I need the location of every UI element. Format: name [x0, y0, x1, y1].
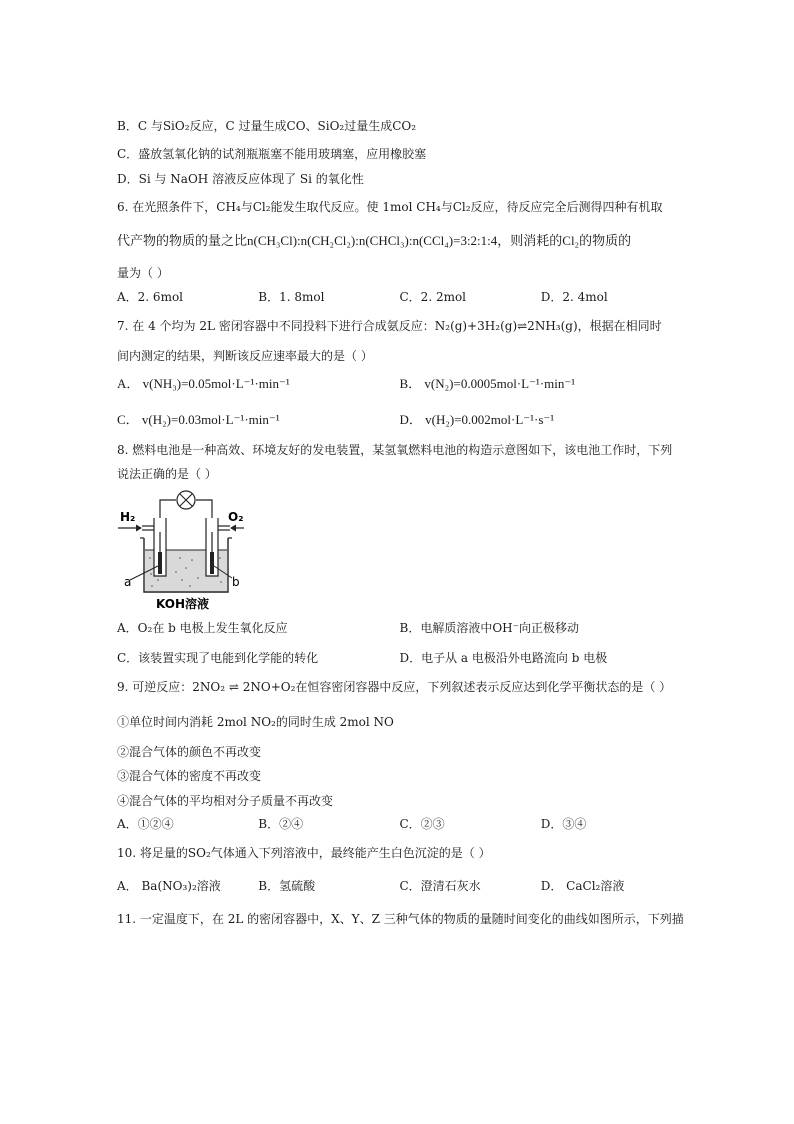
q6-option-a: A．2. 6mol: [117, 290, 184, 304]
lamp-icon: [177, 491, 195, 509]
q10-stem: 10. 将足量的SO₂气体通入下列溶液中，最终能产生白色沉淀的是（ ）: [117, 846, 491, 860]
q7-options-row1: [117, 376, 682, 392]
q10-option-a: A． Ba(NO₃)₂溶液: [117, 879, 221, 893]
q8-options-row2: [117, 650, 682, 666]
q7-option-b: B． v(N₂)=0.0005mol·L⁻¹·min⁻¹: [399, 376, 576, 391]
q5-option-d: D．Si 与 NaOH 溶液反应体现了 Si 的氧化性: [117, 172, 364, 186]
q9-option-a: A．①②④: [117, 817, 174, 831]
q9-stem: 9. 可逆反应：2NO₂ ⇌ 2NO+O₂在恒容密闭容器中反应，下列叙述表示反应达到化学平衡状态的是（ ）: [117, 680, 672, 694]
o2-label: O₂: [228, 510, 244, 524]
q6-stem-line2: 代产物的物质的量之比n(CH₃Cl):n(CH₂Cl₂):n(CHCl₃):n(CCl₄)=3:2:1:4，则消耗的Cl₂的物质的: [117, 233, 632, 248]
h2-label: H₂: [120, 510, 136, 524]
q10-option-d: D． CaCl₂溶液: [540, 879, 625, 893]
q9-statement-2: ②混合气体的颜色不再改变: [117, 745, 262, 759]
q8-options-row1: [117, 620, 682, 636]
electrode-a-label: a: [124, 575, 132, 589]
q10-option-b: B．氢硫酸: [258, 879, 316, 893]
q7-option-d: D． v(H₂)=0.002mol·L⁻¹·s⁻¹: [399, 412, 555, 427]
q9-options: [117, 816, 682, 832]
q8-stem-line1: 8. 燃料电池是一种高效、环境友好的发电装置，某氢氧燃料电池的构造示意图如下，该电池工作时，下列: [117, 443, 673, 457]
q10-option-c: C．澄清石灰水: [399, 879, 481, 893]
q6-stem-line1: 6. 在光照条件下，CH₄与Cl₂能发生取代反应。使 1mol CH₄与Cl₂反应，待反应完全后测得四种有机取: [117, 200, 663, 214]
electrode-a: [158, 552, 162, 574]
q9-statement-3: ③混合气体的密度不再改变: [117, 769, 262, 783]
q9-statement-1: ①单位时间内消耗 2mol NO₂的同时生成 2mol NO: [117, 715, 394, 729]
q7-stem-line2: 间内测定的结果，判断该反应速率最大的是（ ）: [117, 349, 373, 363]
q8-option-a: A．O₂在 b 电极上发生氧化反应: [117, 621, 288, 635]
koh-label: KOH溶液: [156, 597, 210, 610]
electrode-b-label: b: [232, 575, 240, 589]
q5-option-c: C．盛放氢氧化钠的试剂瓶瓶塞不能用玻璃塞，应用橡胶塞: [117, 147, 427, 161]
fuel-cell-diagram: [116, 488, 246, 610]
q7-option-c: C． v(H₂)=0.03mol·L⁻¹·min⁻¹: [117, 412, 280, 427]
electrode-b: [210, 552, 214, 574]
q9-option-c: C．②③: [399, 817, 445, 831]
q7-option-a: A． v(NH₃)=0.05mol·L⁻¹·min⁻¹: [117, 376, 290, 391]
q9-statement-4: ④混合气体的平均相对分子质量不再改变: [117, 794, 334, 808]
q11-stem: 11. 一定温度下，在 2L 的密闭容器中，X、Y、Z 三种气体的物质的量随时间变化的曲线如图所示，下列描: [117, 912, 684, 926]
q8-option-b: B．电解质溶液中OH⁻向正极移动: [399, 621, 579, 635]
q8-option-c: C．该装置实现了电能到化学能的转化: [117, 651, 319, 665]
q7-options-row2: [117, 412, 682, 428]
q8-option-d: D．电子从 a 电极沿外电路流向 b 电极: [399, 651, 608, 665]
q9-option-d: D．③④: [540, 817, 587, 831]
q6-options: [117, 289, 682, 305]
q6-option-b: B．1. 8mol: [258, 290, 325, 304]
q8-stem-line2: 说法正确的是（ ）: [117, 467, 217, 481]
q9-option-b: B．②④: [258, 817, 304, 831]
q6-stem-line3: 量为（ ）: [117, 266, 169, 280]
q6-option-d: D．2. 4mol: [540, 290, 608, 304]
q7-stem-line1: 7. 在 4 个均为 2L 密闭容器中不同投料下进行合成氨反应：N₂(g)+3H₂(g)⇌2NH₃(g)，根据在相同时: [117, 319, 662, 333]
q10-options: [117, 878, 682, 894]
q6-option-c: C．2. 2mol: [399, 290, 467, 304]
q5-option-b: B．C 与SiO₂反应，C 过量生成CO、SiO₂过量生成CO₂: [117, 119, 417, 133]
